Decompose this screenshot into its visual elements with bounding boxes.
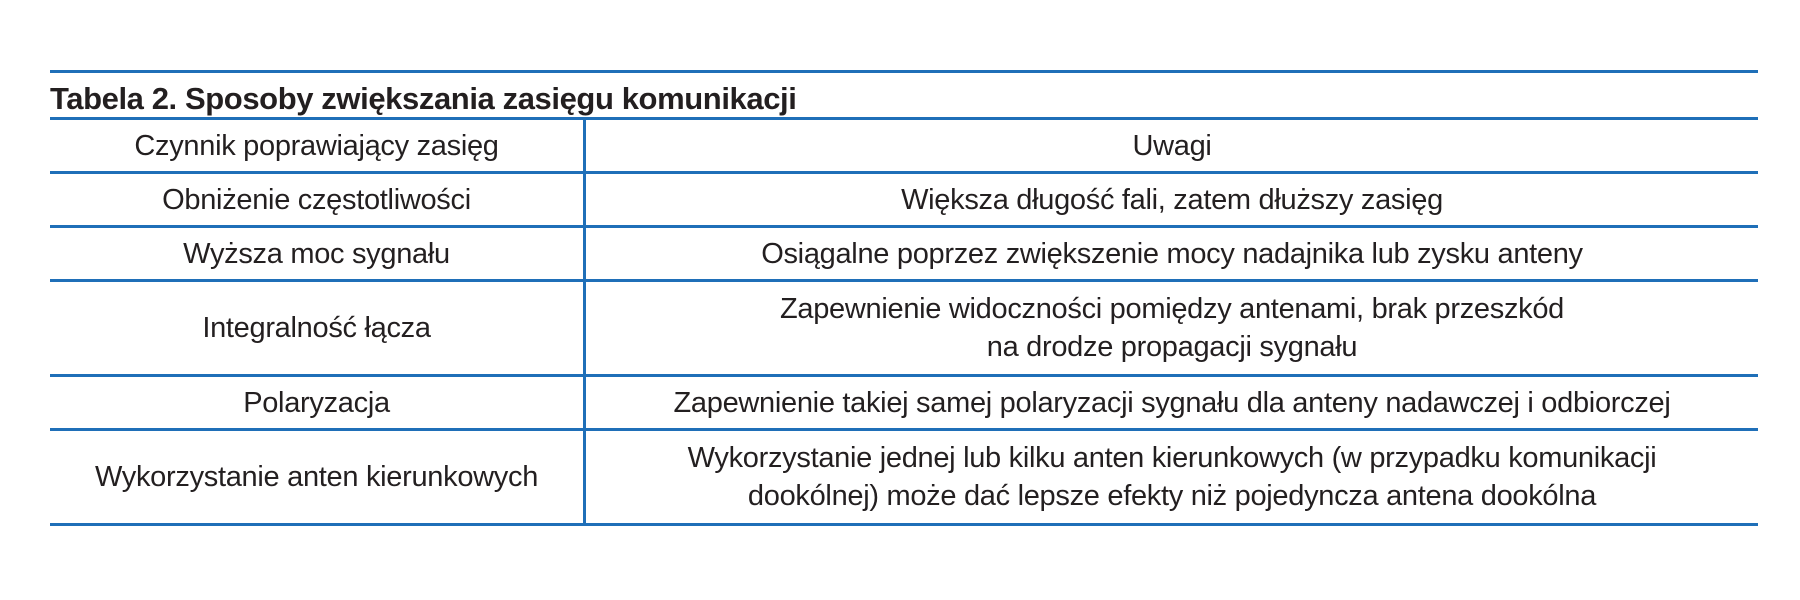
row-notes-line: Wykorzystanie jednej lub kilku anten kierunkowych (w przypadku komunikacji bbox=[687, 442, 1657, 474]
row-notes bbox=[586, 174, 1758, 225]
row-factor: Wykorzystanie anten kierunkowych bbox=[50, 431, 586, 523]
header-factor: Czynnik poprawiający zasięg bbox=[50, 120, 586, 171]
table-row bbox=[50, 282, 1758, 377]
table-title: Tabela 2. Sposoby zwiększania zasięgu komunikacji bbox=[50, 70, 1758, 120]
row-notes-line: Zapewnienie takiej samej polaryzacji sygnału dla anteny nadawczej i odbiorczej bbox=[673, 386, 1671, 419]
row-factor: Polaryzacja bbox=[50, 377, 586, 428]
table-row bbox=[50, 228, 1758, 282]
table-row bbox=[50, 431, 1758, 526]
table-header-row bbox=[50, 120, 1758, 174]
row-notes-line: Zapewnienie widoczności pomiędzy antenami, brak przeszkód bbox=[779, 293, 1565, 325]
row-notes-line: Osiągalne poprzez zwiększenie mocy nadajnika lub zysku anteny bbox=[761, 237, 1583, 270]
row-notes bbox=[586, 282, 1758, 374]
row-notes-line: na drodze propagacji sygnału bbox=[986, 331, 1358, 363]
row-notes bbox=[586, 431, 1758, 523]
row-factor: Obniżenie częstotliwości bbox=[50, 174, 586, 225]
row-factor: Integralność łącza bbox=[50, 282, 586, 374]
row-factor: Wyższa moc sygnału bbox=[50, 228, 586, 279]
header-notes: Uwagi bbox=[1132, 129, 1212, 162]
row-notes-line: dookólnej) może dać lepsze efekty niż pojedyncza antena dookólna bbox=[747, 480, 1597, 512]
row-notes bbox=[586, 228, 1758, 279]
table-row bbox=[50, 174, 1758, 228]
table-row bbox=[50, 377, 1758, 431]
row-notes bbox=[586, 377, 1758, 428]
row-notes-line: Większa długość fali, zatem dłuższy zasięg bbox=[901, 183, 1443, 216]
range-methods-table bbox=[50, 70, 1758, 526]
